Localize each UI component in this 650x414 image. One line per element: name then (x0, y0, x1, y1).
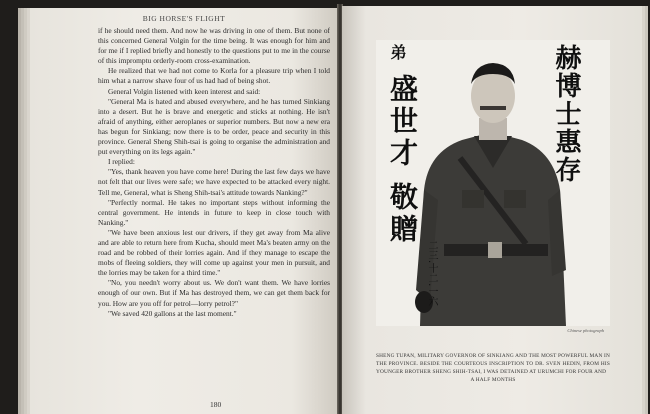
inscription-left-column: 盛世才 (386, 74, 419, 170)
paragraph: He realized that we had not come to Korla for a pleasure trip when I told him what a narrow shave four of us had had of being shot. (98, 66, 330, 86)
open-book (8, 4, 644, 414)
portrait-plate (376, 40, 610, 326)
inscription-prefix: 弟 (388, 44, 407, 60)
paragraph: General Volgin listened with keen interest and said: (108, 86, 261, 96)
running-head: BIG HORSE'S FLIGHT (142, 14, 226, 23)
paragraph: if he should need them. And now he was driving in one of them. But none of this concerned General Volgin for the time being. It was enough for him and for me if I replied briefly and honestly to the questions put to me in the course of this impromptu orderly-room cross-examination. (98, 26, 330, 66)
paragraph: "We have been anxious lest our drivers, if they get away from Ma alive and are able to return here from Kucha, should meet Ma's beaten army on the road and be robbed of their lorries again. And if they manage to escape the mobs of fleeing soldiers, they will come up against your men in pursuit, and the lorries may be taken for a third time." (98, 227, 330, 278)
photo-caption (376, 352, 610, 384)
paragraph: "No, you needn't worry about us. We don't want them. We have lorries enough of our own. But if Ma has destroyed them, we can get them back for you. How are you off for petrol—lorry petrol?" (98, 278, 330, 308)
left-page (30, 8, 338, 414)
inscription-left-column-end: 敬贈 (386, 182, 419, 246)
page-number: 180 (210, 400, 222, 409)
inscription-right-column: 赫博士惠存 (551, 44, 581, 184)
paragraph: "We saved 420 gallons at the last moment." (108, 308, 237, 318)
paragraph: I replied: (108, 157, 135, 167)
paragraph: "Yes, thank heaven you have come here! During the last few days we have not felt that our lives were safe; we have expected to be attacked every night. Tell me, General, what is Sheng Shih-tsai's attitude towards Nanking?" (98, 167, 330, 197)
caption-last-line: A HALF MONTHS (470, 377, 516, 383)
page-text (98, 26, 330, 319)
caption-main: SHENG TUPAN, MILITARY GOVERNOR OF SINKIANG AND THE MOST POWERFUL MAN IN THE PROVINCE. BESIDE THE COURTEOUS INSCRIPTION TO DR. SVEN HEDIN, FROM HIS YOUNGER BROTHER SHENG SHIH-TSAI, I WAS DETAINED AT URUMCHI FOR FOUR AND (376, 353, 610, 375)
paragraph: "General Ma is hated and abused everywhere, and he has turned Sinkiang into a desert. But he is brave and energetic and sticks at nothing. He isn't afraid of anything, either aeroplanes or superior numbers. But now a new era has begun for Sinkiang; now there is to be order, peace and security in this province. General Sheng Shih-tsai is going to organise the administration and put everything on its legs again." (98, 96, 330, 157)
paragraph: "Perfectly normal. He takes no important steps without informing the central government. He intends in future to keep in close touch with Nanking." (98, 197, 330, 227)
inscription-date: 二三.十二.一六 (426, 240, 437, 307)
photo-credit: Chinese photograph (567, 328, 604, 333)
right-page (342, 6, 642, 414)
